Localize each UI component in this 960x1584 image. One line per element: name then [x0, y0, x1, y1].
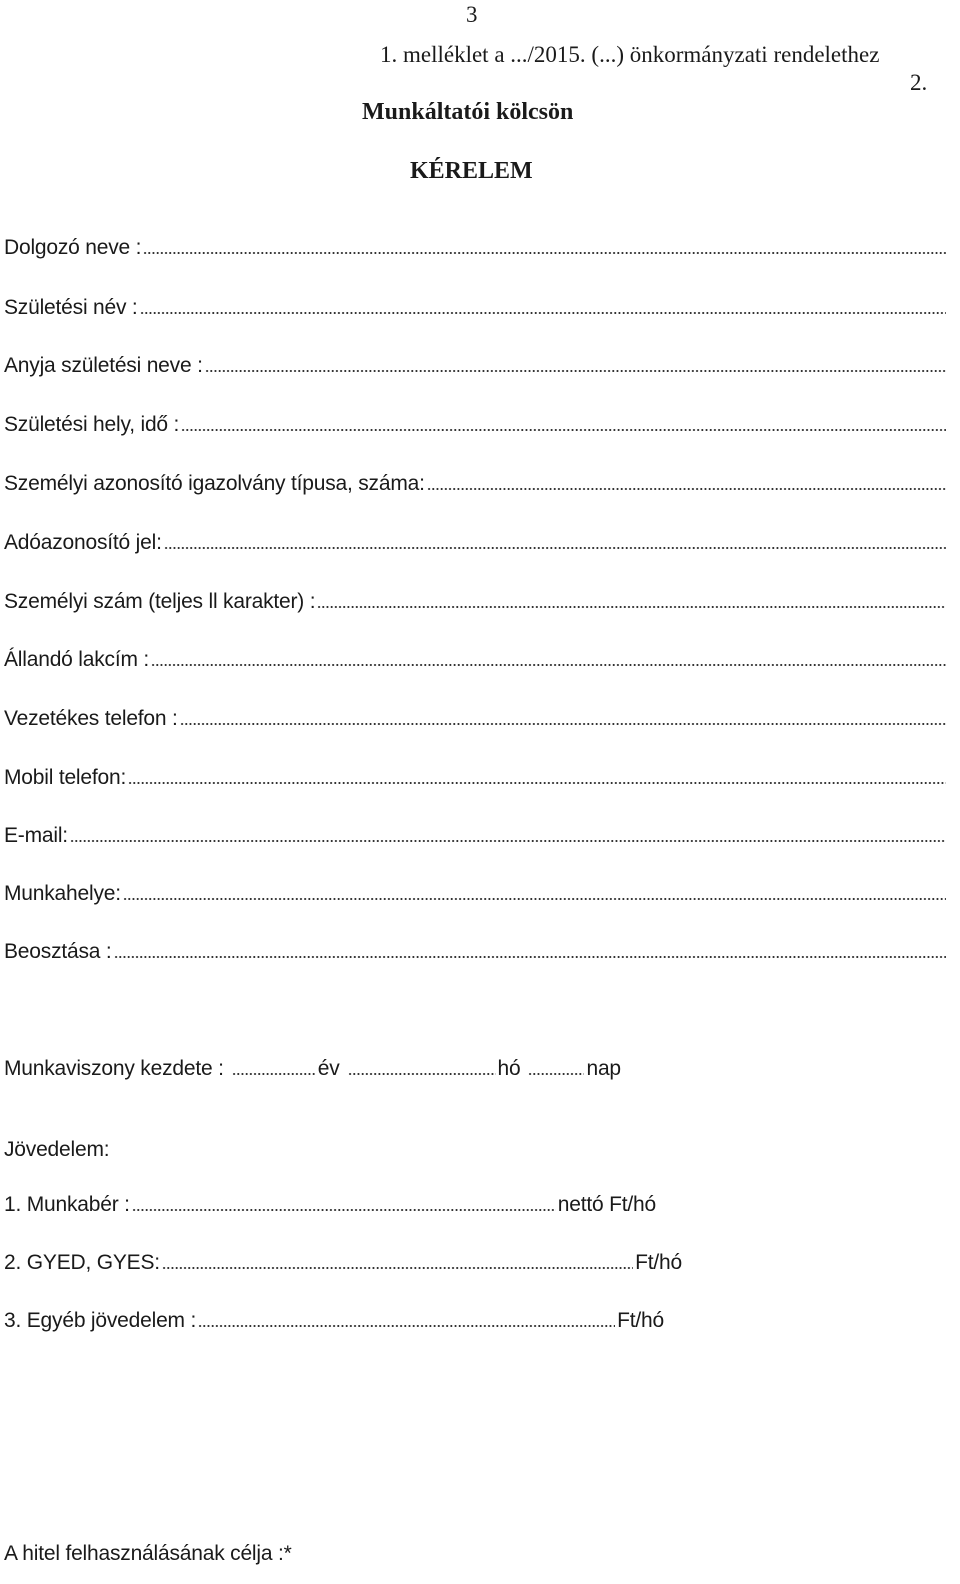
field-label: Személyi szám (teljes ll karakter) : [4, 590, 316, 613]
fill-line[interactable] [123, 898, 946, 900]
annex-reference: 1. melléklet a .../2015. (...) önkormányzati rendelethez [380, 42, 880, 67]
form-subtitle: Munkáltatói kölcsön [362, 99, 574, 125]
fill-line-day[interactable] [528, 1073, 584, 1075]
fill-line[interactable] [143, 252, 946, 254]
field-label: Személyi azonosító igazolvány típusa, száma: [4, 472, 425, 495]
field-mother-name[interactable] [4, 354, 946, 378]
fill-line[interactable] [151, 664, 946, 666]
field-email[interactable] [4, 824, 946, 848]
field-label: Munkahelye: [4, 882, 121, 905]
income-item-other[interactable] [4, 1309, 664, 1333]
fill-line-month[interactable] [348, 1073, 496, 1075]
field-label: Anyja születési neve : [4, 354, 203, 377]
field-label: Mobil telefon: [4, 766, 127, 789]
page-number: 3 [466, 2, 478, 27]
field-workplace[interactable] [4, 882, 946, 906]
fill-line[interactable] [162, 1267, 633, 1269]
field-label: 3. Egyéb jövedelem : [4, 1309, 197, 1332]
fill-line[interactable] [198, 1325, 615, 1327]
field-id-card[interactable] [4, 472, 946, 496]
field-landline-phone[interactable] [4, 707, 946, 731]
field-employment-start[interactable] [4, 1057, 621, 1081]
income-unit: Ft/hó [617, 1309, 664, 1332]
income-unit: Ft/hó [635, 1251, 682, 1274]
fill-line[interactable] [114, 956, 946, 958]
income-item-gyed-gyes[interactable] [4, 1251, 682, 1275]
fill-line[interactable] [70, 840, 946, 842]
fill-line[interactable] [140, 312, 946, 314]
field-label: Születési hely, idő : [4, 413, 180, 436]
fill-line[interactable] [132, 1209, 556, 1211]
field-personal-number[interactable] [4, 590, 946, 614]
fill-line[interactable] [427, 488, 946, 490]
income-heading: Jövedelem: [4, 1138, 110, 1161]
field-label: Beosztása : [4, 940, 112, 963]
fill-line[interactable] [181, 429, 946, 431]
field-label: E-mail: [4, 824, 68, 847]
unit-month: hó [497, 1057, 521, 1080]
field-permanent-address[interactable] [4, 648, 946, 672]
field-birth-name[interactable] [4, 296, 946, 320]
form-title: KÉRELEM [410, 158, 533, 184]
fill-line[interactable] [128, 782, 946, 784]
annex-number: 2. [910, 70, 928, 95]
field-tax-id[interactable] [4, 531, 946, 555]
field-label: Dolgozó neve : [4, 236, 142, 259]
income-unit: nettó Ft/hó [557, 1193, 656, 1216]
field-label: Állandó lakcím : [4, 648, 150, 671]
field-label: Munkaviszony kezdete : [4, 1057, 224, 1080]
field-employee-name[interactable] [4, 236, 946, 260]
field-label: 1. Munkabér : [4, 1193, 130, 1216]
fill-line-year[interactable] [232, 1073, 316, 1075]
fill-line[interactable] [180, 723, 946, 725]
field-label: Születési név : [4, 296, 138, 319]
fill-line[interactable] [205, 370, 946, 372]
loan-purpose-label: A hitel felhasználásának célja :* [4, 1542, 292, 1565]
income-item-salary[interactable] [4, 1193, 656, 1217]
field-position[interactable] [4, 940, 946, 964]
field-birth-place-date[interactable] [4, 413, 946, 437]
field-label: Vezetékes telefon : [4, 707, 178, 730]
fill-line[interactable] [164, 547, 946, 549]
fill-line[interactable] [317, 606, 946, 608]
field-label: 2. GYED, GYES: [4, 1251, 160, 1274]
field-mobile-phone[interactable] [4, 766, 946, 790]
unit-year: év [317, 1057, 340, 1080]
unit-day: nap [586, 1057, 621, 1080]
field-label: Adóazonosító jel: [4, 531, 162, 554]
